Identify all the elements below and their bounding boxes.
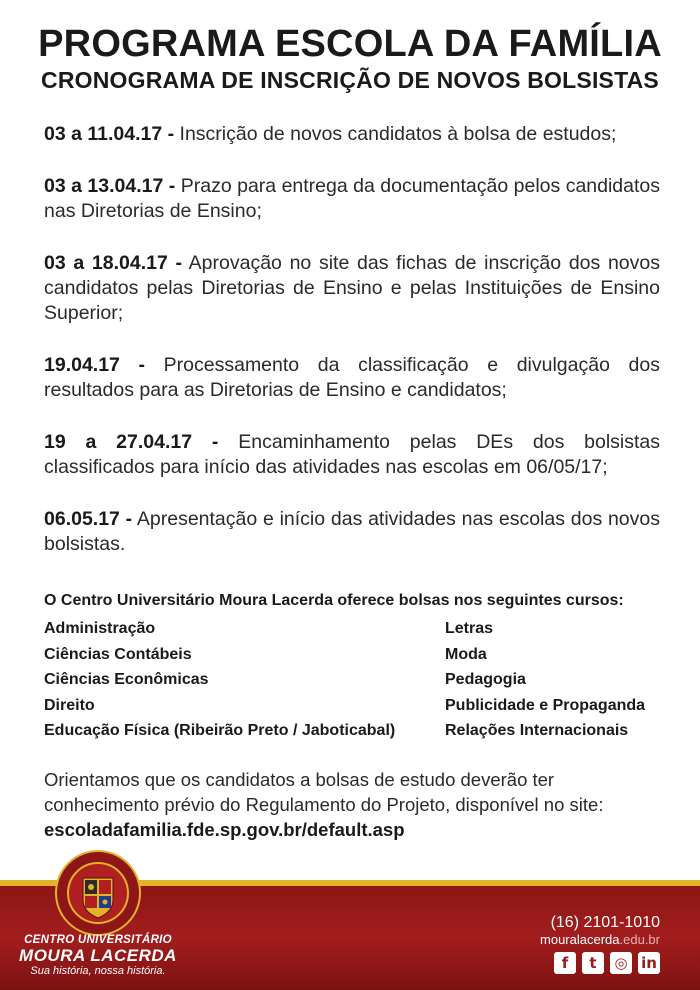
site-domain: mouralacerda [540, 932, 620, 947]
course-item: Administração [44, 620, 156, 637]
schedule-date: 03 a 13.04.17 - [44, 175, 176, 197]
schedule-list [44, 122, 660, 584]
phone-number[interactable]: (16) 2101-1010 [550, 914, 660, 931]
course-item: Pedagogia [445, 671, 526, 688]
brand-tagline: Sua história, nossa história. [30, 965, 166, 977]
brand-line-1: CENTRO UNIVERSITÁRIO [24, 934, 172, 946]
courses-intro: O Centro Universitário Moura Lacerda oferece bolsas nos seguintes cursos: [44, 592, 624, 609]
schedule-text: Aprovação no site das fichas de inscrição dos novos candidatos pelas Diretorias de Ensino e pelas Instituições de Ensino Superior; [44, 252, 660, 324]
header [0, 22, 700, 94]
courses-columns [44, 616, 664, 744]
instagram-icon[interactable]: ◎ [610, 952, 632, 974]
schedule-date: 03 a 11.04.17 - [44, 123, 175, 145]
social-icons [540, 952, 660, 974]
schedule-entry [44, 507, 660, 557]
facebook-icon[interactable]: f [554, 952, 576, 974]
notice-text: Orientamos que os candidatos a bolsas de estudo deverão ter conhecimento prévio do Regulamento do Projeto, disponível no site: [44, 769, 604, 815]
linkedin-icon[interactable]: in [638, 952, 660, 974]
site-tld: .edu.br [619, 932, 660, 947]
schedule-date: 06.05.17 - [44, 508, 133, 530]
brand-line-2: MOURA LACERDA [19, 946, 177, 965]
schedule-text: Apresentação e início das atividades nas escolas dos novos bolsistas. [44, 508, 660, 555]
course-item: Direito [44, 696, 95, 714]
course-item: Educação Física (Ribeirão Preto / Jaboticabal) [44, 722, 396, 739]
schedule-date: 03 a 18.04.17 - [44, 252, 183, 274]
website-link[interactable] [540, 932, 660, 948]
footer-brand [0, 934, 196, 978]
course-item: Publicidade e Propaganda [445, 696, 646, 714]
schedule-entry [44, 122, 660, 147]
twitter-icon[interactable]: t [582, 952, 604, 974]
courses-right-column [445, 616, 664, 744]
course-item: Ciências Contábeis [44, 645, 192, 663]
course-item: Ciências Econômicas [44, 671, 209, 688]
course-item: Letras [445, 620, 494, 637]
university-seal-logo [55, 850, 141, 936]
course-item: Moda [445, 645, 487, 663]
course-item: Relações Internacionais [445, 722, 629, 739]
schedule-entry [44, 430, 660, 480]
schedule-date: 19.04.17 - [44, 354, 146, 376]
page-title: PROGRAMA ESCOLA DA FAMÍLIA [38, 23, 662, 65]
schedule-text: Prazo para entrega da documentação pelos candidatos nas Diretorias de Ensino; [44, 175, 661, 222]
page-subtitle: CRONOGRAMA DE INSCRIÇÃO DE NOVOS BOLSISTAS [41, 67, 659, 93]
schedule-text: Processamento da classificação e divulgação dos resultados para as Diretorias de Ensino e candidatos; [44, 354, 660, 401]
schedule-text: Encaminhamento pelas DEs dos bolsistas classificados para início das atividades nas escolas em 06/05/17; [44, 431, 661, 478]
schedule-entry [44, 174, 660, 224]
schedule-date: 19 a 27.04.17 - [44, 431, 219, 453]
courses-section [44, 590, 664, 744]
schedule-entry [44, 251, 660, 326]
program-site-link[interactable]: escoladafamilia.fde.sp.gov.br/default.asp [44, 819, 405, 840]
courses-left-column [44, 616, 445, 744]
contact-block [540, 914, 660, 974]
schedule-entry [44, 353, 660, 403]
notice [44, 767, 664, 842]
schedule-text: Inscrição de novos candidatos à bolsa de estudos; [179, 123, 617, 145]
